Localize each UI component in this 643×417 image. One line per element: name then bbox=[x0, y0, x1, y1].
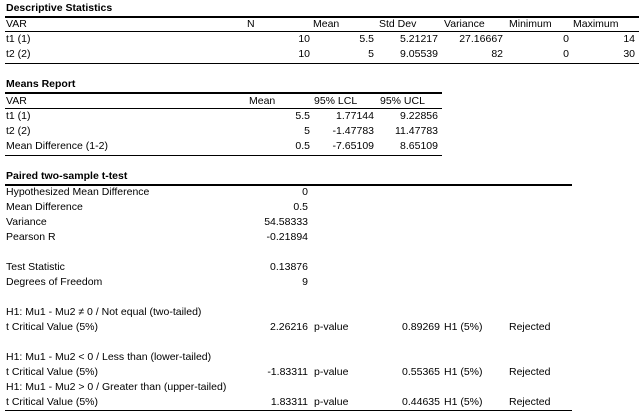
n-value: 10 bbox=[298, 33, 310, 45]
descriptive-title: Descriptive Statistics bbox=[6, 2, 113, 14]
result-value: Rejected bbox=[509, 396, 551, 408]
hypothesis-label: H1: Mu1 - Mu2 < 0 / Less than (lower-tailed) bbox=[6, 351, 212, 363]
mean-value: 5.5 bbox=[295, 110, 310, 122]
critical-value: 2.26216 bbox=[270, 321, 308, 333]
ucl-value: 9.22856 bbox=[400, 110, 438, 122]
h1-label: H1 (5%) bbox=[444, 366, 483, 378]
variance-value: 27.16667 bbox=[459, 33, 503, 45]
p-value-label: p-value bbox=[314, 321, 349, 333]
hypothesis-label: H1: Mu1 - Mu2 ≠ 0 / Not equal (two-tailed) bbox=[6, 306, 202, 318]
col-header-std-dev: Std Dev bbox=[379, 18, 417, 30]
p-value: 0.55365 bbox=[402, 366, 440, 378]
critical-value: -1.83311 bbox=[267, 366, 308, 378]
mean-value: 5 bbox=[368, 48, 374, 60]
col-header-mean: Mean bbox=[249, 95, 276, 107]
var-name: t1 (1) bbox=[6, 33, 31, 45]
lcl-value: 1.77144 bbox=[336, 110, 374, 122]
descriptive-header-rule bbox=[5, 31, 639, 32]
col-header-n: N bbox=[247, 18, 255, 30]
critical-value-label: t Critical Value (5%) bbox=[6, 366, 98, 378]
col-header-var: VAR bbox=[6, 95, 27, 107]
mean-value: 0.5 bbox=[295, 140, 310, 152]
std-dev-value: 9.05539 bbox=[400, 48, 438, 60]
ucl-value: 8.65109 bbox=[400, 140, 438, 152]
p-value-label: p-value bbox=[314, 396, 349, 408]
stat-value: -0.21894 bbox=[266, 231, 308, 243]
critical-value: 1.83311 bbox=[270, 396, 308, 408]
means-top-rule bbox=[5, 92, 442, 94]
col-header-variance: Variance bbox=[444, 18, 485, 30]
critical-value-label: t Critical Value (5%) bbox=[6, 396, 98, 408]
std-dev-value: 5.21217 bbox=[400, 33, 438, 45]
stat-value: 0.5 bbox=[293, 201, 308, 213]
stat-label: Pearson R bbox=[6, 231, 56, 243]
stat-label: Test Statistic bbox=[6, 261, 65, 273]
mean-value: 5 bbox=[304, 125, 310, 137]
var-name: t2 (2) bbox=[6, 48, 31, 60]
p-value: 0.44635 bbox=[402, 396, 440, 408]
stat-value: 54.58333 bbox=[264, 216, 308, 228]
col-header-var: VAR bbox=[6, 18, 27, 30]
descriptive-bottom-rule bbox=[5, 63, 639, 64]
stat-label: Mean Difference bbox=[6, 201, 83, 213]
col-header-95-lcl: 95% LCL bbox=[314, 95, 358, 107]
var-name: t2 (2) bbox=[6, 125, 31, 137]
maximum-value: 14 bbox=[623, 33, 635, 45]
result-value: Rejected bbox=[509, 366, 551, 378]
mean-value: 5.5 bbox=[359, 33, 374, 45]
h1-label: H1 (5%) bbox=[444, 321, 483, 333]
lcl-value: -7.65109 bbox=[332, 140, 374, 152]
var-name: Mean Difference (1-2) bbox=[6, 140, 108, 152]
stat-label: Degrees of Freedom bbox=[6, 276, 103, 288]
p-value-label: p-value bbox=[314, 366, 349, 378]
minimum-value: 0 bbox=[563, 48, 569, 60]
stat-value: 0 bbox=[302, 186, 308, 198]
paired-title: Paired two-sample t-test bbox=[6, 170, 128, 182]
means-header-rule bbox=[5, 108, 442, 109]
stat-label: Hypothesized Mean Difference bbox=[6, 186, 150, 198]
stat-value: 0.13876 bbox=[270, 261, 308, 273]
p-value: 0.89269 bbox=[402, 321, 440, 333]
ucl-value: 11.47783 bbox=[394, 125, 438, 137]
means-title: Means Report bbox=[6, 78, 76, 90]
col-header-maximum: Maximum bbox=[573, 18, 619, 30]
col-header-minimum: Minimum bbox=[509, 18, 552, 30]
minimum-value: 0 bbox=[563, 33, 569, 45]
h1-label: H1 (5%) bbox=[444, 396, 483, 408]
stat-label: Variance bbox=[6, 216, 47, 228]
means-bottom-rule bbox=[5, 155, 442, 156]
paired-bottom-rule bbox=[5, 410, 572, 411]
col-header-mean: Mean bbox=[313, 18, 340, 30]
maximum-value: 30 bbox=[623, 48, 635, 60]
critical-value-label: t Critical Value (5%) bbox=[6, 321, 98, 333]
hypothesis-label: H1: Mu1 - Mu2 > 0 / Greater than (upper-tailed) bbox=[6, 381, 227, 393]
col-header-95-ucl: 95% UCL bbox=[380, 95, 425, 107]
var-name: t1 (1) bbox=[6, 110, 31, 122]
n-value: 10 bbox=[298, 48, 310, 60]
variance-value: 82 bbox=[491, 48, 503, 60]
lcl-value: -1.47783 bbox=[332, 125, 374, 137]
result-value: Rejected bbox=[509, 321, 551, 333]
stat-value: 9 bbox=[302, 276, 308, 288]
